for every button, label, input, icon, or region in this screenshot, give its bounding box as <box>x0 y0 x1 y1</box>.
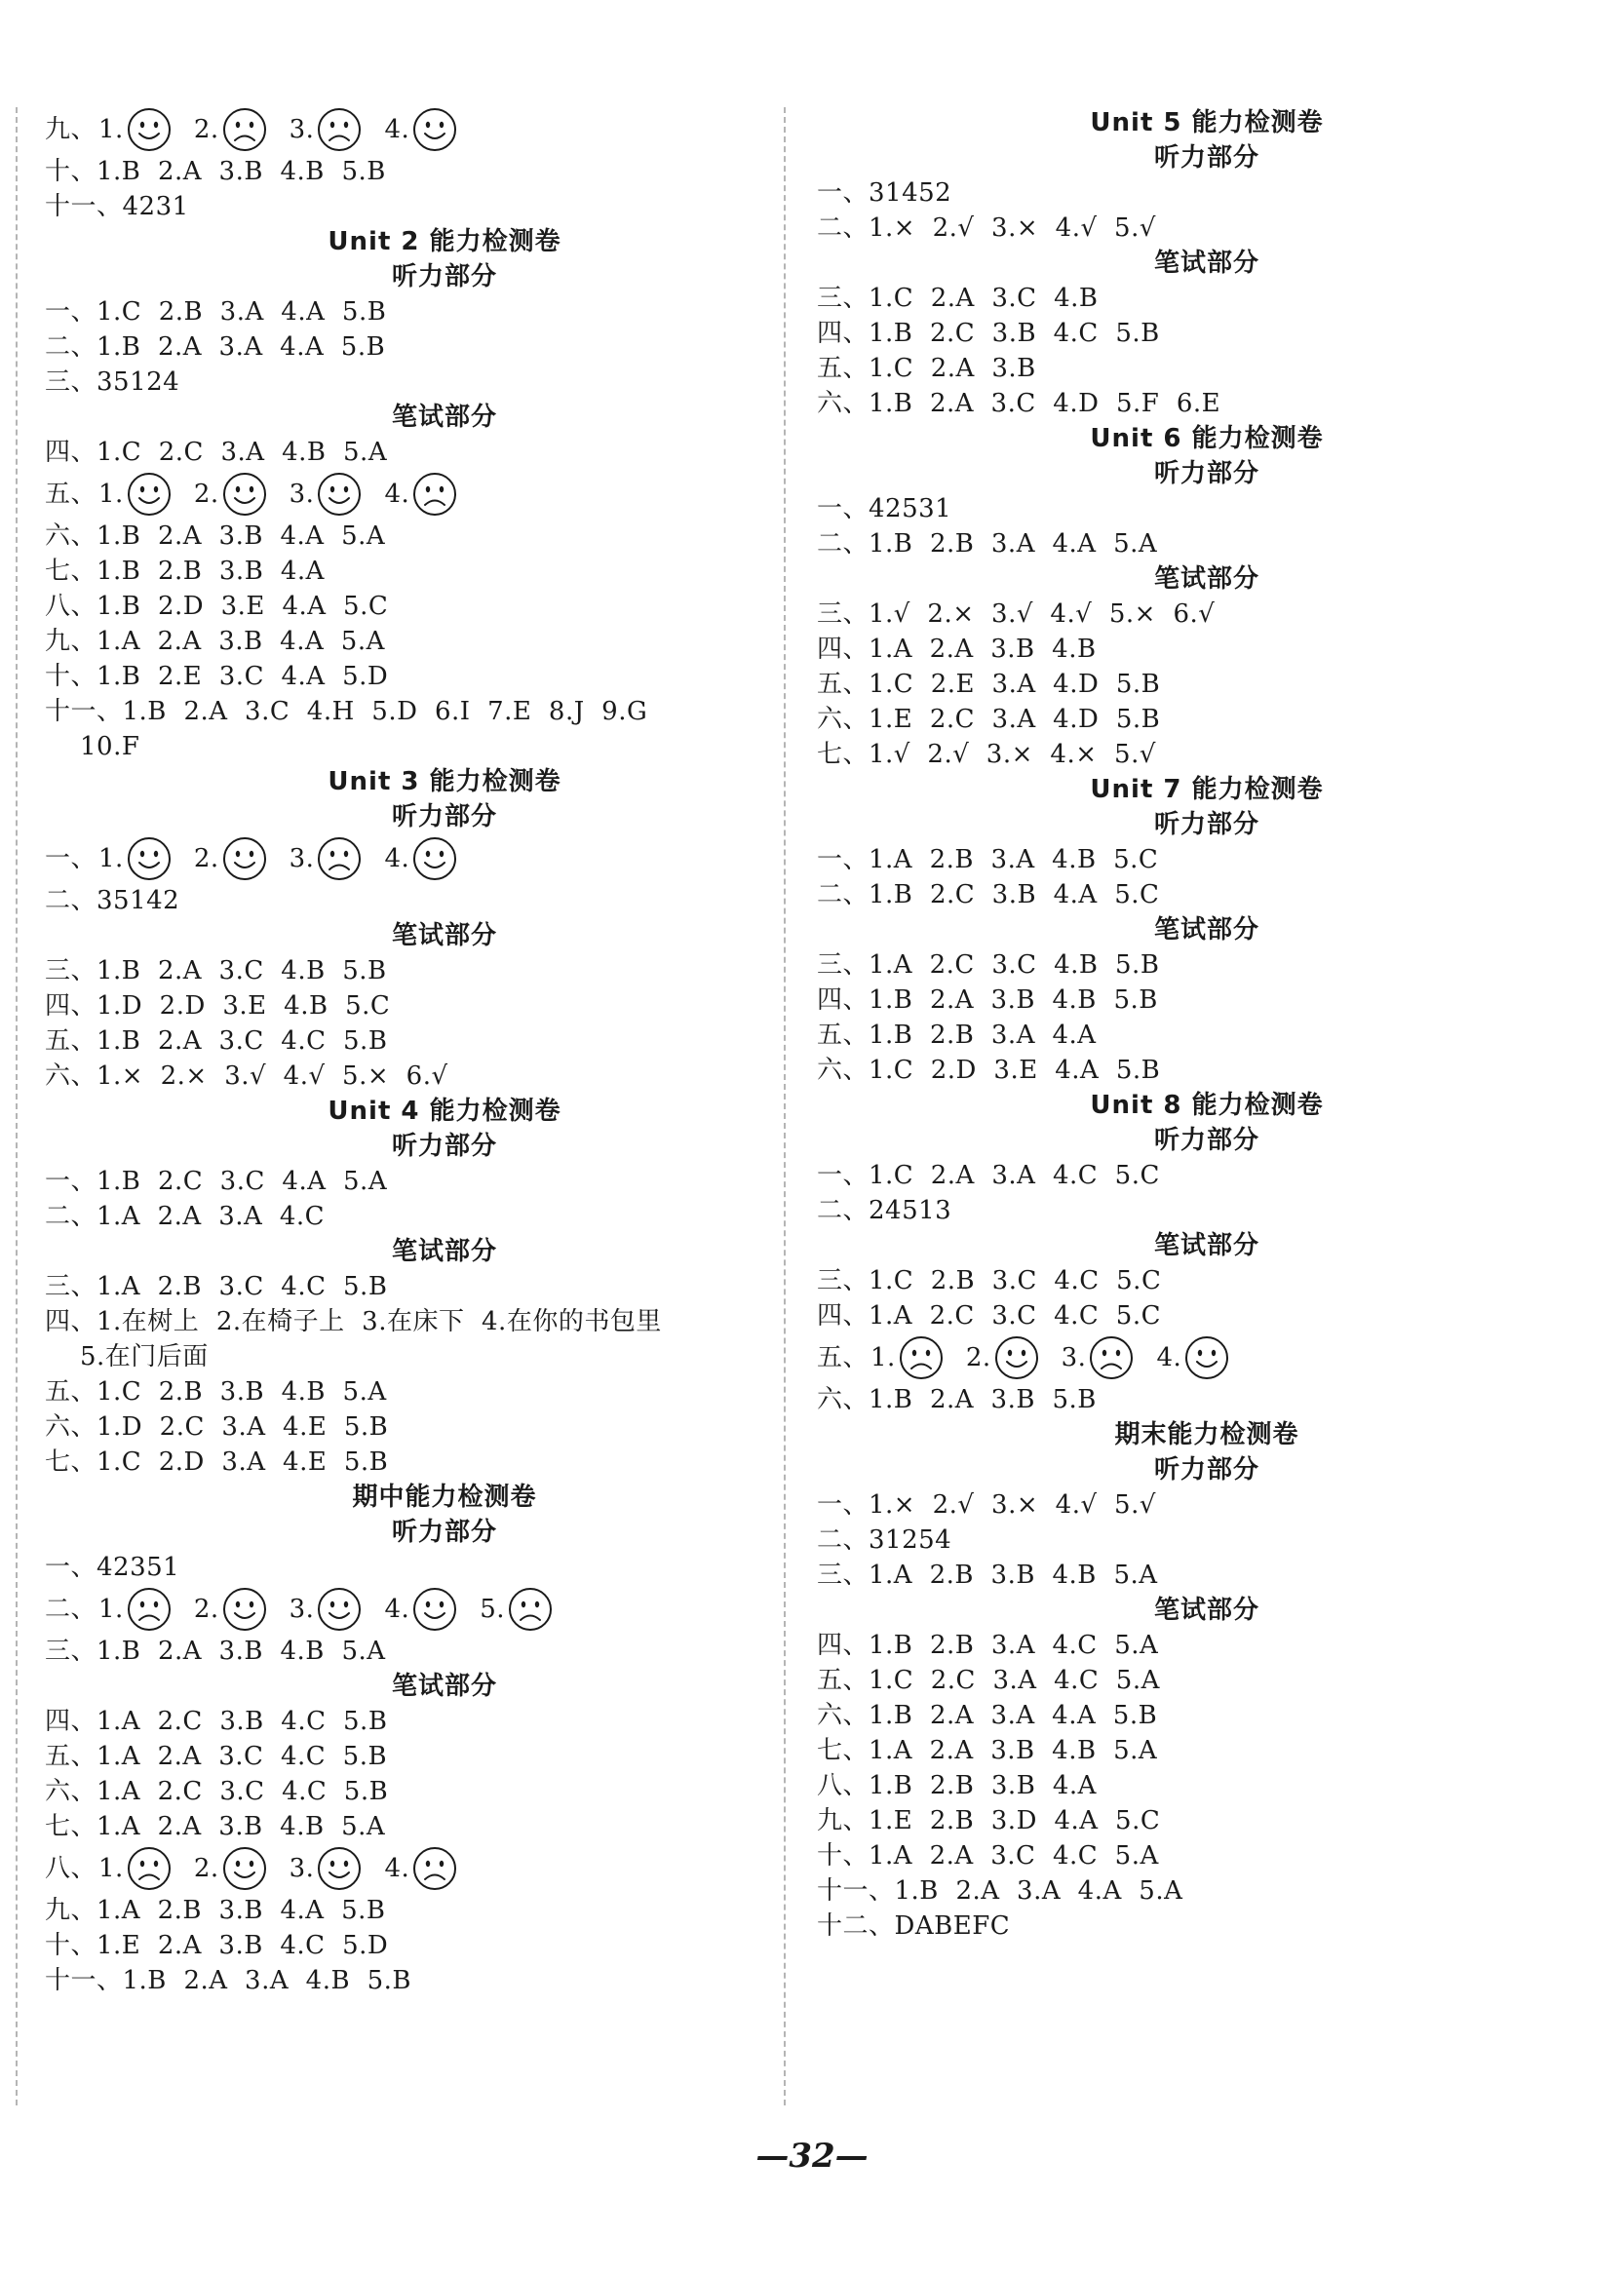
answer-row: 二、1.B 2.A 3.A 4.A 5.B <box>45 332 386 362</box>
answer-row-faces <box>45 834 766 883</box>
answer-row: 七、1.A 2.A 3.B 4.B 5.A <box>45 1812 386 1841</box>
smiley-face-icon <box>221 1845 268 1892</box>
answer-row: 四、1.在树上 2.在椅子上 3.在床下 4.在你的书包里 <box>45 1307 662 1336</box>
section-subheading: 笔试部分 <box>391 921 497 950</box>
face-answer <box>98 106 173 153</box>
face-answer <box>966 1334 1040 1381</box>
answer-row: 四、1.C 2.C 3.A 4.B 5.A <box>45 438 388 467</box>
answer-row: 三、35124 <box>45 367 180 397</box>
answer-row: 四、1.D 2.D 3.E 4.B 5.C <box>45 991 391 1021</box>
section-subheading: 听力部分 <box>1153 459 1259 488</box>
answer-row: 六、1.D 2.C 3.A 4.E 5.B <box>45 1412 389 1442</box>
sad-face-icon <box>507 1586 554 1633</box>
section-subheading: 听力部分 <box>391 262 497 291</box>
smiley-face-icon <box>316 471 363 518</box>
answer-number: 1. <box>870 1343 896 1372</box>
answer-row: 四、1.B 2.C 3.B 4.C 5.B <box>817 319 1160 348</box>
section-heading: Unit 7 能力检测卷 <box>1090 775 1324 804</box>
answer-number: 1. <box>98 480 124 509</box>
answer-row: 十一、1.B 2.A 3.A 4.A 5.A <box>817 1876 1183 1906</box>
answer-row: 三、1.A 2.B 3.C 4.C 5.B <box>45 1272 388 1301</box>
answer-row: 九、1.A 2.B 3.B 4.A 5.B <box>45 1896 386 1925</box>
sad-face-icon <box>221 106 268 153</box>
answer-row: 二、35142 <box>45 886 180 915</box>
sad-face-icon <box>411 1845 458 1892</box>
sad-face-icon <box>316 835 363 882</box>
smiley-face-icon <box>316 1845 363 1892</box>
face-answer <box>194 1586 268 1633</box>
face-answer <box>870 1334 945 1381</box>
sad-face-icon <box>316 106 363 153</box>
answer-number: 4. <box>384 844 410 873</box>
section-heading: Unit 2 能力检测卷 <box>328 227 561 256</box>
face-answer <box>384 471 458 518</box>
section-subheading: 笔试部分 <box>1153 249 1259 278</box>
answer-row-faces <box>817 1333 1519 1382</box>
answer-row: 六、1.C 2.D 3.E 4.A 5.B <box>817 1056 1161 1085</box>
answer-row: 九、1.E 2.B 3.D 4.A 5.C <box>817 1806 1161 1835</box>
answer-row: 六、1.B 2.A 3.B 5.B <box>817 1385 1097 1414</box>
section-heading: Unit 3 能力检测卷 <box>328 767 561 796</box>
face-answer <box>290 1586 364 1633</box>
right-column <box>817 105 1519 1944</box>
answer-row: 六、1.B 2.A 3.A 4.A 5.B <box>817 1701 1158 1730</box>
answer-row: 一、1.× 2.√ 3.× 4.√ 5.√ <box>817 1490 1156 1520</box>
answer-number: 2. <box>193 480 219 509</box>
answer-row: 七、1.C 2.D 3.A 4.E 5.B <box>45 1447 389 1477</box>
face-answer <box>1156 1334 1230 1381</box>
answer-row: 十、1.E 2.A 3.B 4.C 5.D <box>45 1931 389 1960</box>
column-divider <box>784 107 786 2105</box>
sad-face-icon <box>126 1845 173 1892</box>
answer-number: 1. <box>98 844 124 873</box>
answer-row: 三、1.B 2.A 3.C 4.B 5.B <box>45 956 387 985</box>
answer-row: 十一、1.B 2.A 3.C 4.H 5.D 6.I 7.E 8.J 9.G <box>45 697 648 726</box>
answer-row: 二、31254 <box>817 1525 952 1555</box>
answer-row: 六、1.A 2.C 3.C 4.C 5.B <box>45 1777 389 1806</box>
answer-number: 2. <box>965 1343 991 1372</box>
face-answer <box>290 471 364 518</box>
face-answer <box>480 1586 554 1633</box>
smiley-face-icon <box>993 1334 1040 1381</box>
answer-row: 七、1.√ 2.√ 3.× 4.× 5.√ <box>817 740 1156 769</box>
answer-row: 一、42531 <box>817 494 952 523</box>
answer-row: 十、1.A 2.A 3.C 4.C 5.A <box>817 1841 1159 1871</box>
answer-row: 三、1.C 2.A 3.C 4.B <box>817 284 1099 313</box>
answer-number: 3. <box>289 1854 315 1883</box>
section-subheading: 笔试部分 <box>391 1672 497 1701</box>
answer-row: 六、1.× 2.× 3.√ 4.√ 5.× 6.√ <box>45 1061 448 1091</box>
answer-number: 4. <box>384 480 410 509</box>
answer-number: 3. <box>289 115 315 144</box>
answer-row: 一、1.A 2.B 3.A 4.B 5.C <box>817 845 1159 874</box>
answer-number: 2. <box>193 1595 219 1624</box>
section-subheading: 听力部分 <box>391 802 497 831</box>
face-answer <box>98 835 173 882</box>
answer-number: 3. <box>289 844 315 873</box>
answer-row: 五、1.C 2.E 3.A 4.D 5.B <box>817 670 1161 699</box>
section-subheading: 笔试部分 <box>391 403 497 432</box>
answer-row: 一、1.C 2.A 3.A 4.C 5.C <box>817 1161 1160 1190</box>
face-answer <box>194 835 268 882</box>
answer-row: 一、31452 <box>817 178 952 208</box>
face-answer <box>290 1845 364 1892</box>
sad-face-icon <box>1088 1334 1135 1381</box>
face-answer <box>384 835 458 882</box>
answer-number: 2. <box>193 844 219 873</box>
section-heading: Unit 8 能力检测卷 <box>1090 1091 1324 1120</box>
smiley-face-icon <box>221 835 268 882</box>
question-number: 一、 <box>45 844 97 873</box>
answer-row: 七、1.A 2.A 3.B 4.B 5.A <box>817 1736 1158 1765</box>
answer-number: 5. <box>480 1595 506 1624</box>
smiley-face-icon <box>411 835 458 882</box>
smiley-face-icon <box>126 106 173 153</box>
answer-number: 2. <box>193 1854 219 1883</box>
face-answer <box>194 471 268 518</box>
left-column <box>45 105 766 1998</box>
face-answer <box>384 1586 458 1633</box>
question-number: 二、 <box>45 1595 97 1624</box>
answer-row: 一、1.B 2.C 3.C 4.A 5.A <box>45 1167 388 1196</box>
face-answer <box>290 106 364 153</box>
answer-row: 十一、1.B 2.A 3.A 4.B 5.B <box>45 1966 412 1995</box>
answer-row: 四、1.A 2.C 3.B 4.C 5.B <box>45 1707 388 1736</box>
answer-row: 三、1.A 2.B 3.B 4.B 5.A <box>817 1561 1158 1590</box>
section-subheading: 听力部分 <box>391 1132 497 1161</box>
smiley-face-icon <box>221 1586 268 1633</box>
answer-number: 1. <box>98 115 124 144</box>
face-answer <box>1062 1334 1136 1381</box>
section-subheading: 听力部分 <box>1153 143 1259 173</box>
face-answer <box>98 1845 173 1892</box>
answer-row-continuation: 10.F <box>80 732 140 761</box>
answer-row: 十、1.B 2.E 3.C 4.A 5.D <box>45 662 389 691</box>
question-number: 五、 <box>45 480 97 509</box>
answer-row: 四、1.B 2.B 3.A 4.C 5.A <box>817 1631 1159 1660</box>
sad-face-icon <box>898 1334 945 1381</box>
answer-number: 3. <box>1061 1343 1087 1372</box>
sad-face-icon <box>126 1586 173 1633</box>
answer-row: 二、1.A 2.A 3.A 4.C <box>45 1202 326 1231</box>
answer-row-faces <box>45 470 766 519</box>
section-heading: 期末能力检测卷 <box>1114 1420 1299 1449</box>
section-heading: Unit 6 能力检测卷 <box>1090 424 1324 453</box>
face-answer <box>384 1845 458 1892</box>
smiley-face-icon <box>221 471 268 518</box>
answer-row: 五、1.C 2.A 3.B <box>817 354 1036 383</box>
answer-number: 4. <box>384 115 410 144</box>
question-number: 五、 <box>817 1343 870 1372</box>
left-margin-rule <box>16 107 18 2105</box>
answer-number: 1. <box>98 1854 124 1883</box>
answer-row: 六、1.B 2.A 3.C 4.D 5.F 6.E <box>817 389 1221 418</box>
section-heading: Unit 5 能力检测卷 <box>1090 108 1324 137</box>
answer-row: 五、1.B 2.B 3.A 4.A <box>817 1021 1097 1050</box>
answer-row: 五、1.C 2.C 3.A 4.C 5.A <box>817 1666 1160 1695</box>
answer-row: 十一、4231 <box>45 192 189 221</box>
section-subheading: 听力部分 <box>1153 1126 1259 1155</box>
answer-row: 二、1.B 2.C 3.B 4.A 5.C <box>817 880 1160 909</box>
smiley-face-icon <box>126 835 173 882</box>
answer-row: 五、1.A 2.A 3.C 4.C 5.B <box>45 1742 388 1771</box>
answer-row: 五、1.C 2.B 3.B 4.B 5.A <box>45 1377 387 1407</box>
question-number: 八、 <box>45 1854 97 1883</box>
answer-number: 4. <box>1156 1343 1182 1372</box>
answer-row: 五、1.B 2.A 3.C 4.C 5.B <box>45 1026 388 1056</box>
section-heading: Unit 4 能力检测卷 <box>328 1097 561 1126</box>
smiley-face-icon <box>411 106 458 153</box>
answer-number: 3. <box>289 1595 315 1624</box>
answer-row: 三、1.A 2.C 3.C 4.B 5.B <box>817 950 1160 980</box>
smiley-face-icon <box>316 1586 363 1633</box>
answer-number: 4. <box>384 1854 410 1883</box>
answer-row: 一、1.C 2.B 3.A 4.A 5.B <box>45 297 387 327</box>
smiley-face-icon <box>411 1586 458 1633</box>
face-answer <box>384 106 458 153</box>
answer-row: 二、24513 <box>817 1196 952 1225</box>
answer-row: 六、1.B 2.A 3.B 4.A 5.A <box>45 521 386 551</box>
face-answer <box>98 1586 173 1633</box>
answer-row-faces <box>45 1844 766 1893</box>
section-subheading: 笔试部分 <box>391 1237 497 1266</box>
answer-row: 八、1.B 2.D 3.E 4.A 5.C <box>45 592 389 621</box>
section-subheading: 笔试部分 <box>1153 1231 1259 1260</box>
face-answer <box>290 835 364 882</box>
section-subheading: 笔试部分 <box>1153 564 1259 594</box>
answer-row: 二、1.× 2.√ 3.× 4.√ 5.√ <box>817 213 1156 243</box>
section-subheading: 听力部分 <box>391 1518 497 1547</box>
question-number: 九、 <box>45 115 97 144</box>
smiley-face-icon <box>1183 1334 1230 1381</box>
section-heading: 期中能力检测卷 <box>352 1483 537 1512</box>
answer-row: 三、1.√ 2.× 3.√ 4.√ 5.× 6.√ <box>817 599 1216 629</box>
answer-row-faces <box>45 105 766 154</box>
answer-row: 四、1.A 2.A 3.B 4.B <box>817 635 1097 664</box>
answer-number: 4. <box>384 1595 410 1624</box>
sad-face-icon <box>411 471 458 518</box>
smiley-face-icon <box>126 471 173 518</box>
answer-row: 九、1.A 2.A 3.B 4.A 5.A <box>45 627 385 656</box>
answer-number: 1. <box>98 1595 124 1624</box>
section-subheading: 笔试部分 <box>1153 1596 1259 1625</box>
answer-row-faces <box>45 1585 766 1634</box>
answer-row: 七、1.B 2.B 3.B 4.A <box>45 557 325 586</box>
answer-row: 四、1.A 2.C 3.C 4.C 5.C <box>817 1301 1162 1331</box>
answer-number: 2. <box>193 115 219 144</box>
section-subheading: 听力部分 <box>1153 1455 1259 1485</box>
answer-row: 八、1.B 2.B 3.B 4.A <box>817 1771 1097 1800</box>
face-answer <box>98 471 173 518</box>
answer-row: 四、1.B 2.A 3.B 4.B 5.B <box>817 985 1158 1015</box>
face-answer <box>194 1845 268 1892</box>
answer-row: 十、1.B 2.A 3.B 4.B 5.B <box>45 157 386 186</box>
answer-row-continuation: 5.在门后面 <box>80 1342 209 1371</box>
answer-row: 一、42351 <box>45 1553 180 1582</box>
answer-row: 三、1.C 2.B 3.C 4.C 5.C <box>817 1266 1162 1295</box>
answer-row: 十二、DABEFC <box>817 1911 1011 1941</box>
answer-row: 三、1.B 2.A 3.B 4.B 5.A <box>45 1637 386 1666</box>
page-number: —32— <box>755 2137 869 2176</box>
face-answer <box>194 106 268 153</box>
section-subheading: 听力部分 <box>1153 810 1259 839</box>
answer-row: 六、1.E 2.C 3.A 4.D 5.B <box>817 705 1161 734</box>
answer-row: 二、1.B 2.B 3.A 4.A 5.A <box>817 529 1158 559</box>
section-subheading: 笔试部分 <box>1153 915 1259 945</box>
answer-number: 3. <box>289 480 315 509</box>
